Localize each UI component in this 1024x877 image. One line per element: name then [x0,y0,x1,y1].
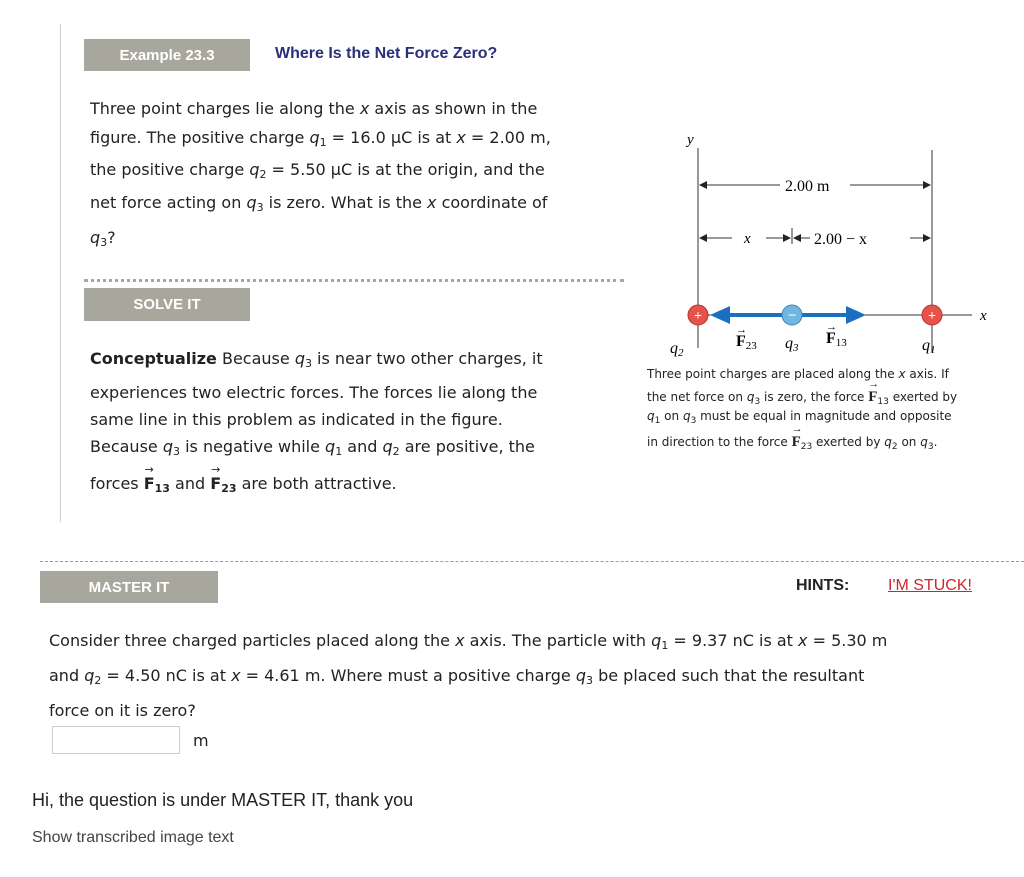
text: must be equal in magnitude and opposite [696,409,952,423]
text: are both attractive. [236,474,397,493]
figure-caption-line-1 [647,367,949,381]
subscript: 2 [392,445,400,458]
label-f13: F13 [826,330,847,349]
conceptualize-line-3: same line in this problem as indicated in the figure. [90,410,503,429]
user-comment: Hi, the question is under MASTER IT, thank you [32,790,414,810]
var-q: q [651,631,662,650]
text: Because [216,349,295,368]
subscript: 13 [154,482,170,495]
answer-input[interactable] [52,726,180,754]
im-stuck-link[interactable]: I'M STUCK! [888,577,972,594]
conceptualize-heading: Conceptualize [90,349,217,368]
subscript: 13 [877,397,889,407]
vector-f: → F [144,474,155,493]
vector-f: → F [792,434,801,451]
subscript: 23 [800,442,813,452]
text: axis. The particle with [464,631,652,650]
subscript: 1 [335,445,343,458]
text: is negative while [179,437,326,456]
label-q3: q3 [785,335,799,354]
text: net force acting on [90,193,247,212]
text: axis. If [905,367,949,381]
var-q: q [246,193,257,212]
text: is near two other charges, it [311,349,543,368]
subscript: 3 [690,416,697,426]
label-f23: F23 [736,333,757,352]
text: be placed such that the resultant [592,666,865,685]
var-q: q [162,437,173,456]
arrow-over-f13: → [826,321,837,333]
charge-q2-sign: + [694,309,702,324]
dotted-divider [84,279,624,282]
dim-top-label: 2.00 m [785,178,830,195]
text: and [342,437,383,456]
var-x: x [898,367,906,381]
var-q: q [920,435,928,449]
var-q: q [746,390,755,404]
var-q: q [90,228,101,247]
subscript: 1 [661,639,669,652]
problem-line-3 [90,160,545,181]
text: exerted by [812,435,885,449]
subscript: 2 [891,442,898,452]
text: the positive charge [90,160,250,179]
text: Three point charges are placed along the [647,367,899,381]
subscript: 3 [304,357,312,370]
text: = 2.00 m, [465,128,551,147]
text: Three point charges lie along the [90,99,360,118]
text: on [660,409,683,423]
subscript: 3 [100,236,108,249]
conceptualize-line-2: experiences two electric forces. The forces lie along the [90,383,538,402]
example-title: Where Is the Net Force Zero? [275,45,498,62]
var-q: q [575,666,586,685]
subscript: 3 [256,201,264,214]
text: coordinate of [436,193,548,212]
arrow-over-f23: → [736,324,747,336]
subscript: 1 [319,136,327,149]
y-axis-label: y [687,132,694,148]
force-arrow-f13-head [846,306,866,324]
problem-line-5 [90,228,116,249]
dim-x-label: x [744,231,751,247]
subscript: 3 [927,442,934,452]
subscript: 23 [221,482,237,495]
vector-f: → F [210,474,221,493]
text: and [49,666,85,685]
subscript: 3 [172,445,180,458]
answer-unit: m [193,731,209,750]
conceptualize-line-1 [90,349,543,370]
section-divider [40,561,1024,562]
text: in direction to the force [647,435,792,449]
subscript: 3 [585,674,593,687]
dim-rest-label: 2.00 − x [814,231,868,248]
var-q: q [84,666,95,685]
text: axis as shown in the [369,99,538,118]
var-q: q [884,435,892,449]
charge-q1-sign: + [928,309,936,324]
text: = 4.61 m. Where must a positive charge [240,666,576,685]
figure-caption-line-2 [647,389,957,407]
master-it-tag [40,571,218,603]
text: is zero. What is the [263,193,428,212]
var-q: q [309,128,320,147]
charge-q3-sign: − [787,308,797,324]
text: ? [107,228,116,247]
text: the net force on [647,390,747,404]
master-it-label: MASTER IT [88,578,170,596]
conceptualize-line-4 [90,437,535,458]
master-line-1 [49,631,887,652]
master-line-3: force on it is zero? [49,701,196,720]
var-x: x [427,193,437,212]
var-x: x [455,631,465,650]
text: on [897,435,921,449]
var-x: x [231,666,241,685]
solve-it-tag [84,288,250,321]
left-rule [60,24,61,522]
text: Consider three charged particles placed along the [49,631,456,650]
text: = 5.30 m [807,631,888,650]
text: forces [90,474,144,493]
var-x: x [359,99,370,118]
text: exerted by [888,390,958,404]
text: = 5.50 μC is at the origin, and the [266,160,545,179]
x-axis-label: x [980,308,987,324]
var-x: x [798,631,808,650]
var-q: q [294,349,305,368]
vector-f: → F [868,389,877,406]
subscript: 1 [654,416,661,426]
example-tag-label: Example 23.3 [119,46,215,64]
text: . [933,435,938,449]
show-transcribed-link[interactable]: Show transcribed image text [32,829,234,846]
var-q: q [647,409,655,423]
force-arrow-f23-head [710,306,730,324]
figure-caption-line-4 [647,434,937,452]
text: Because [90,437,163,456]
master-line-2 [49,666,864,687]
var-q: q [682,409,691,423]
var-x: x [456,128,466,147]
subscript: 2 [94,674,102,687]
text: = 16.0 μC is at [326,128,457,147]
text: = 4.50 nC is at [101,666,232,685]
text: is zero, the force [760,390,869,404]
var-q: q [249,160,260,179]
problem-line-4 [90,193,547,214]
label-q2: q2 [670,340,684,359]
charges-figure [640,120,1024,370]
conceptualize-line-5 [90,474,397,495]
example-tag [84,39,250,71]
label-q1: q1 [922,337,936,356]
subscript: 2 [259,168,267,181]
problem-line-1 [90,99,537,118]
text: figure. The positive charge [90,128,310,147]
problem-line-2 [90,128,551,149]
solve-it-label: SOLVE IT [133,296,201,313]
var-q: q [325,437,336,456]
text: are positive, the [399,437,535,456]
hints-label: HINTS: [796,577,850,594]
subscript: 3 [754,397,761,407]
var-q: q [382,437,393,456]
text: = 9.37 nC is at [668,631,799,650]
text: and [169,474,211,493]
